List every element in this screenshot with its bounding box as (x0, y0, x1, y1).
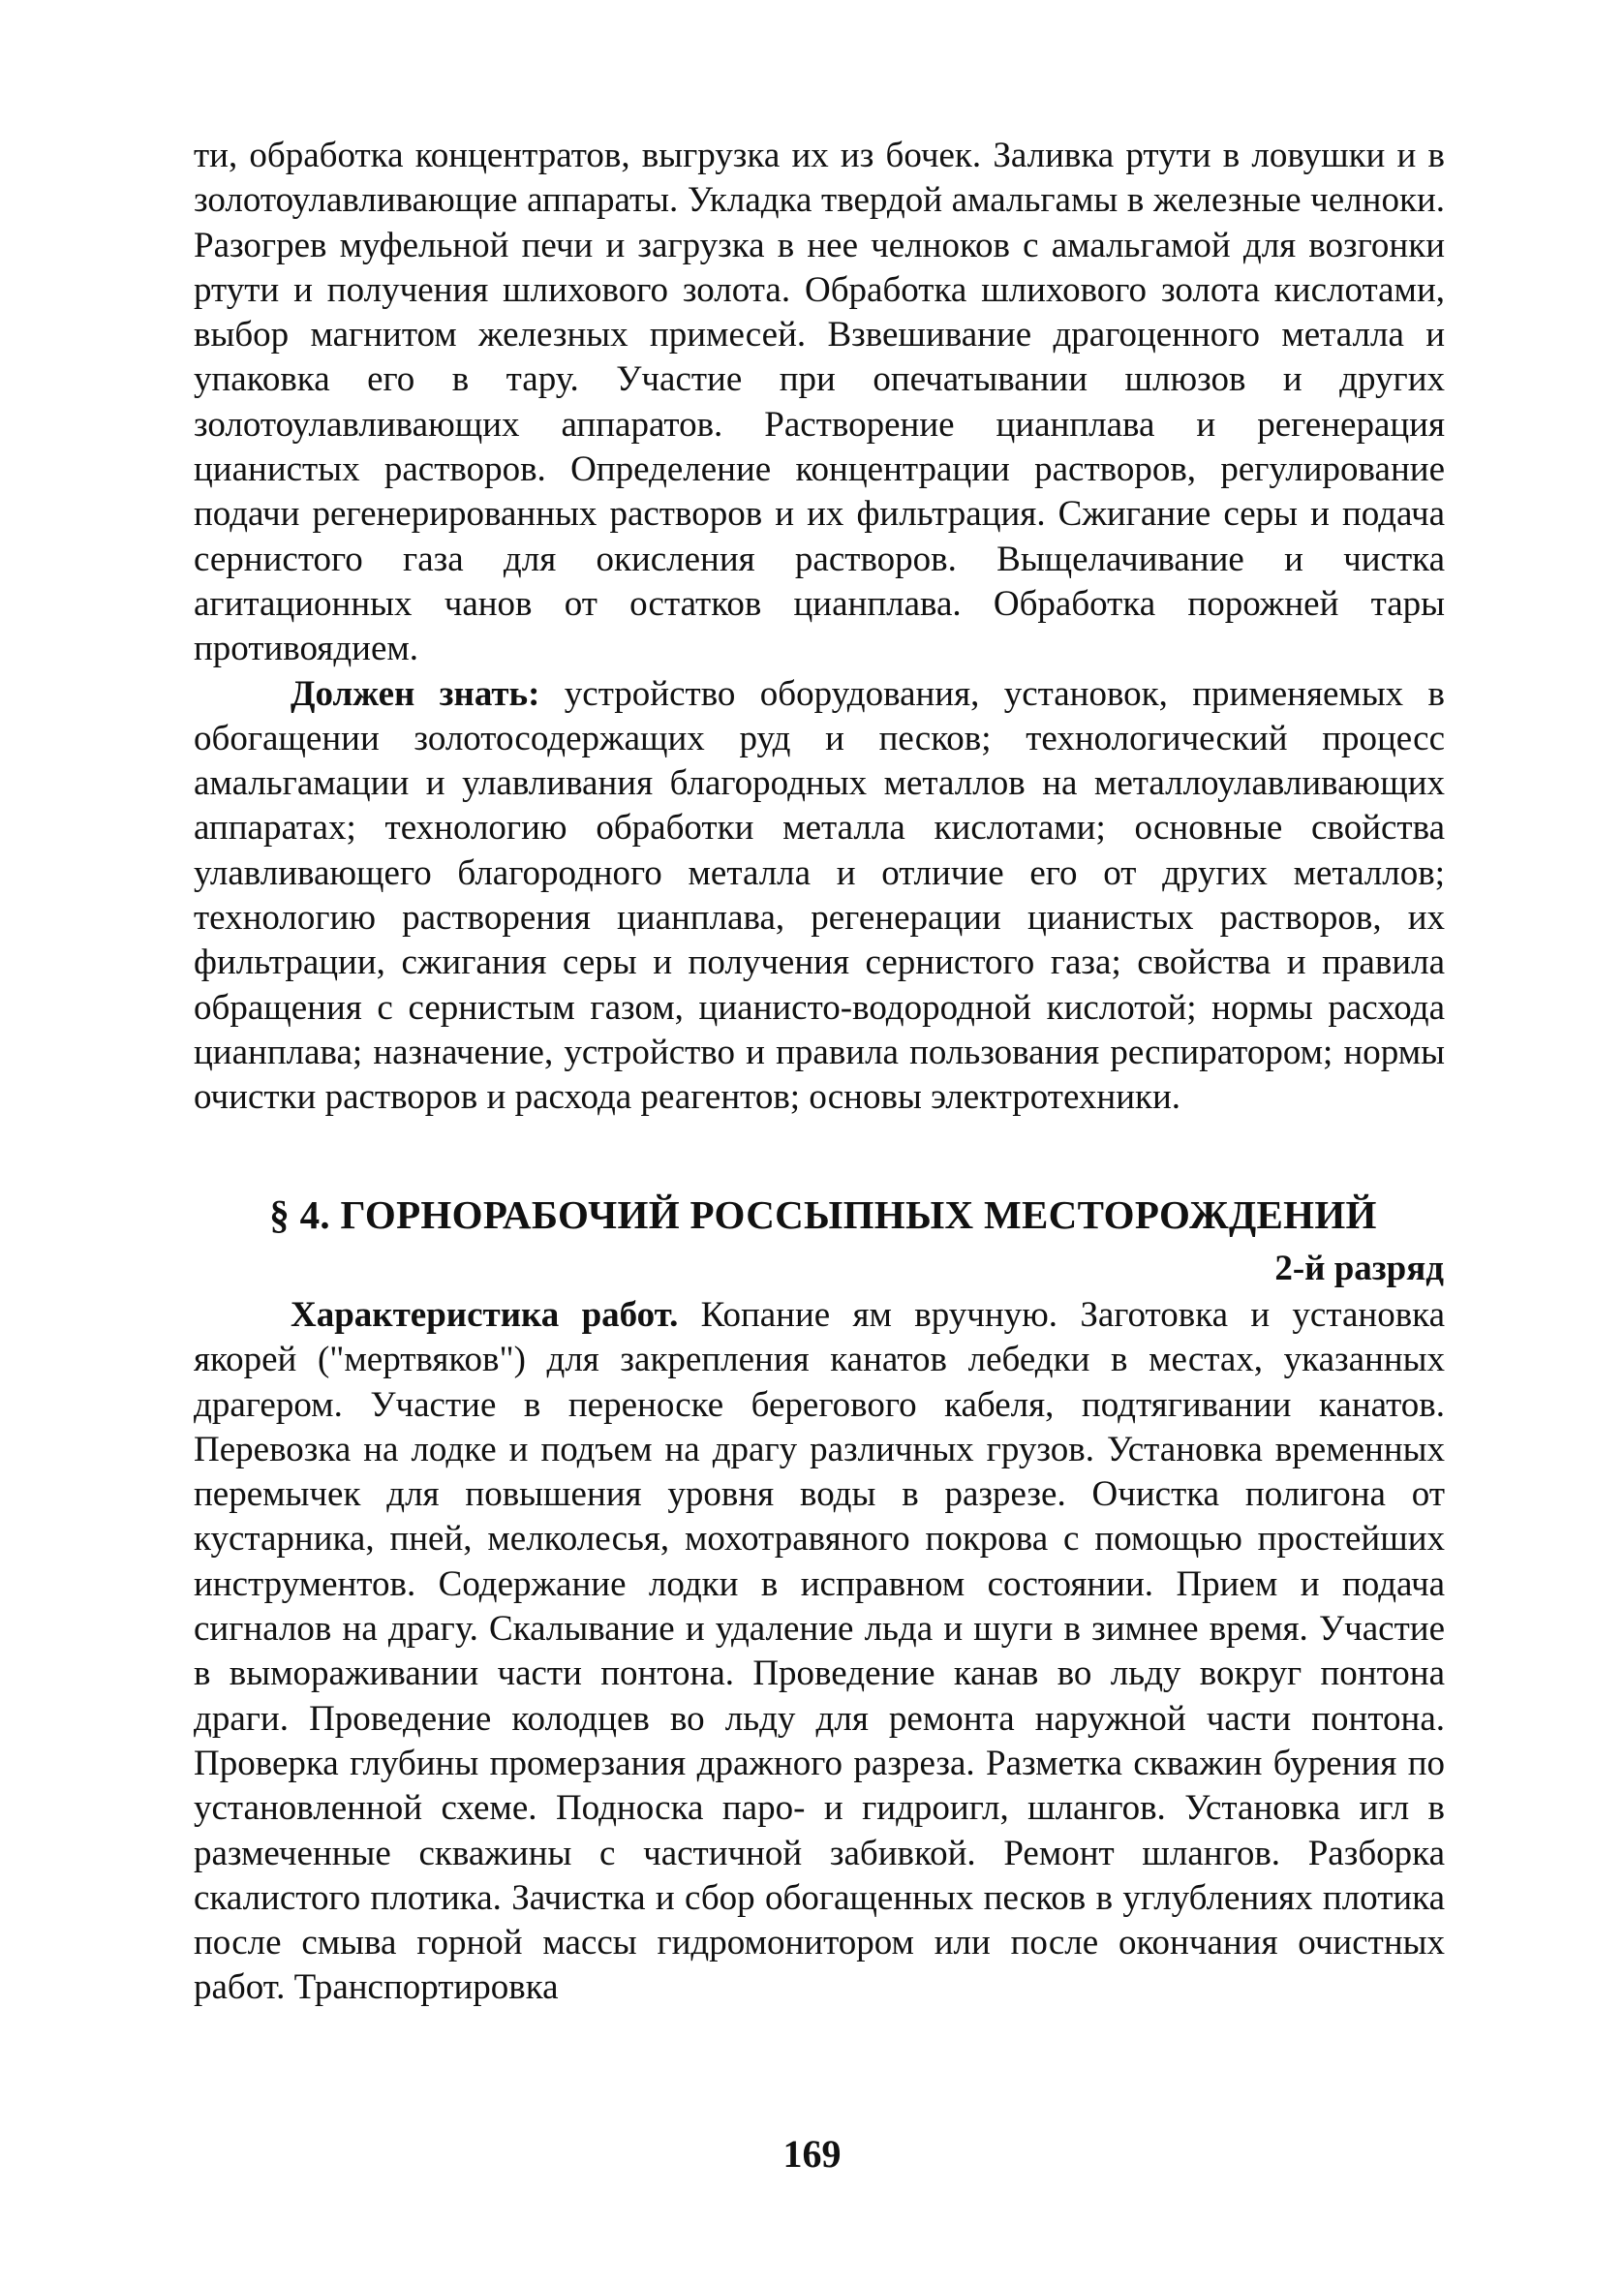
grade-label: 2-й разряд (1274, 1249, 1444, 1288)
paragraph-continued: ти, обработка концентратов, выгрузка их из бочек. Заливка ртути в ловушки и в золотоулавливающие аппараты. Укладка твердой амальгамы в железные челноки. Разогрев муфельной печи и загрузка в нее челноков с амальгамой для возгонки ртути и получения шлихового золота. Обработка шлихового золота кислотами, выбор магнитом железных примесей. Взвешивание драгоценного металла и упаковка его в тару. Участие при опечатывании шлюзов и других золотоулавливающих аппаратов. Растворение цианплава и регенерация цианистых растворов. Определение концентрации растворов, регулирование подачи регенерированных растворов и их фильтрация. Сжигание серы и подача сернистого газа для окисления растворов. Выщелачивание и чистка агитационных чанов от остатков цианплава. Обработка порожней тары противоядием. (194, 136, 1445, 669)
section-heading: § 4. ГОРНОРАБОЧИЙ РОССЫПНЫХ МЕСТОРОЖДЕНИЙ (269, 1192, 1377, 1237)
text-block-section (194, 1293, 1445, 2011)
paragraph-characteristics (194, 1293, 1445, 2011)
paragraph-knowledge (194, 672, 1445, 1121)
knowledge-label: Должен знать: (291, 673, 540, 714)
text-block-top (194, 134, 1445, 1121)
characteristics-text: Копание ям вручную. Заготовка и установка якорей ("мертвяков") для закрепления канатов лебедки в местах, указанных драгером. Участие в переноске берегового кабеля, подтягивании канатов. Перевозка на лодке и подъем на драгу различных грузов. Установка временных перемычек для повышения уровня воды в разрезе. Очистка полигона от кустарника, пней, мелколесья, мохотравяного покрова с помощью простейших инструментов. Содержание лодки в исправном состоянии. Прием и подача сигналов на драгу. Скалывание и удаление льда и шуги в зимнее время. Участие в вымораживании части понтона. Проведение канав во льду вокруг понтона драги. Проведение колодцев во льду для ремонта наружной части понтона. Проверка глубины промерзания дражного разреза. Разметка скважин бурения по установленной схеме. Подноска паро- и гидроигл, шлангов. Установка игл в размеченные скважины с частичной забивкой. Ремонт шлангов. Разборка скалистого плотика. Зачистка и сбор обогащенных песков в углублениях плотика после смыва горной массы гидромонитором или после окончания очистных работ. Транспортировка (194, 1295, 1445, 2008)
characteristics-label: Характеристика работ. (291, 1295, 679, 1335)
page-number: 169 (782, 2132, 842, 2176)
knowledge-text: устройство оборудования, установок, применяемых в обогащении золотосодержащих руд и песков; технологический процесс амальгамации и улавливания благородных металлов на металлоулавливающих аппаратах; технологию обработки металла кислотами; основные свойства улавливающего благородного металла и отличие его от других металлов; технологию растворения цианплава, регенерации цианистых растворов, их фильтрации, сжигания серы и получения сернистого газа; свойства и правила обращения с сернистым газом, цианисто-водородной кислотой; нормы расхода цианплава; назначение, устройство и правила пользования респиратором; нормы очистки растворов и расхода реагентов; основы электротехники. (194, 673, 1445, 1118)
